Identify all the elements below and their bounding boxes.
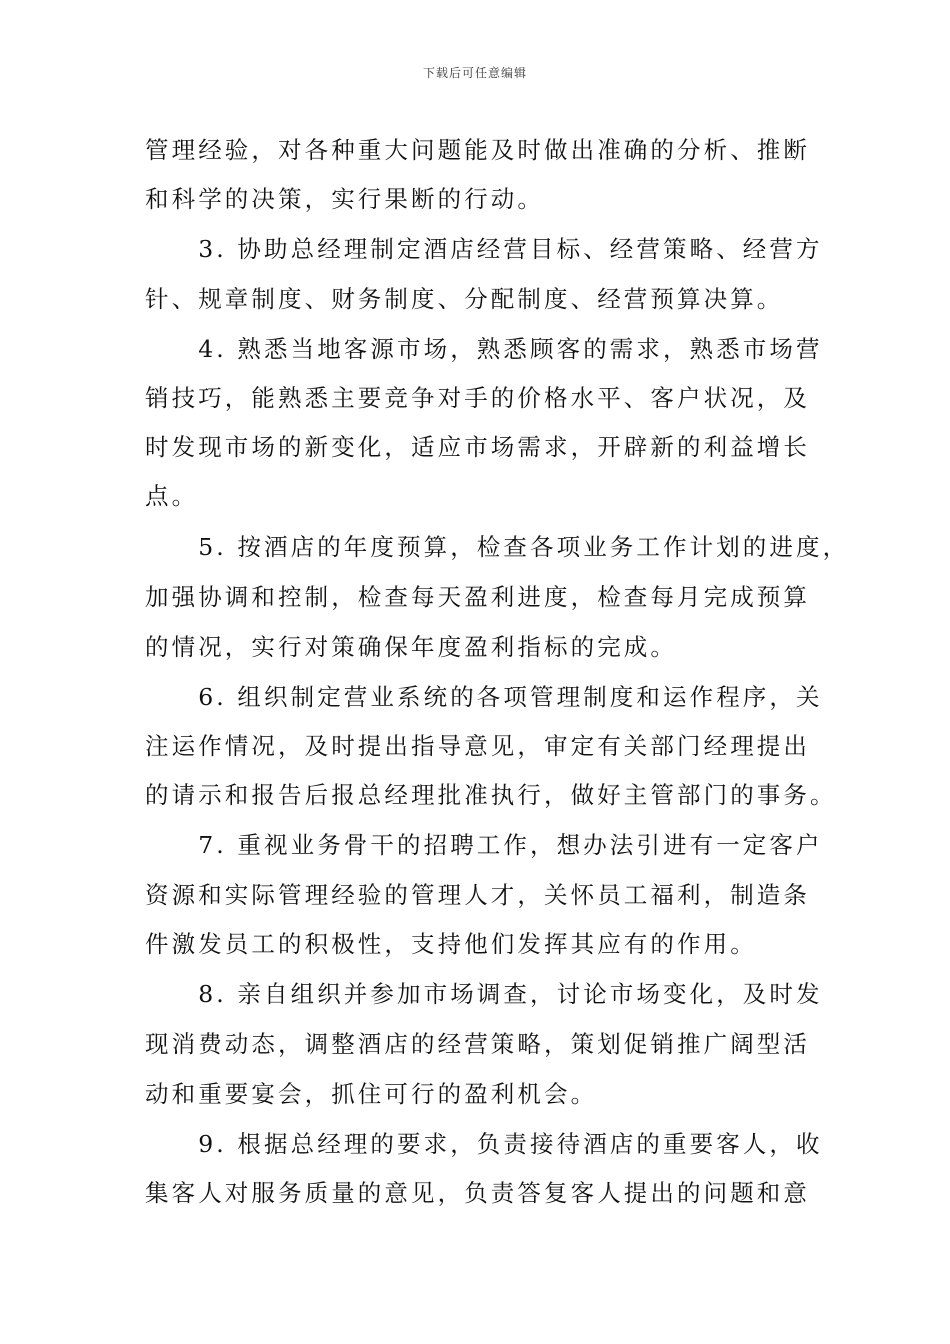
text-line: 点。: [145, 482, 199, 510]
text-line: 3. 协助总经理制定酒店经营目标、经营策略、经营方: [145, 235, 823, 263]
text-line: 加强协调和控制，检查每天盈利进度，检查每月完成预算: [145, 583, 810, 611]
page-header: 下载后可任意编辑: [422, 66, 527, 80]
text-line: 管理经验，对各种重大问题能及时做出准确的分析、推断: [145, 136, 810, 164]
text-line: 销技巧，能熟悉主要竞争对手的价格水平、客户状况，及: [145, 384, 810, 412]
text-line: 的情况，实行对策确保年度盈利指标的完成。: [145, 633, 677, 661]
text-line: 和科学的决策，实行果断的行动。: [145, 185, 544, 213]
text-line: 件激发员工的积极性，支持他们发挥其应有的作用。: [145, 930, 757, 958]
text-line: 4. 熟悉当地客源市场，熟悉顾客的需求，熟悉市场营: [145, 335, 823, 363]
text-line: 9. 根据总经理的要求，负责接待酒店的重要客人，收: [145, 1130, 823, 1158]
text-line: 8. 亲自组织并参加市场调查，讨论市场变化，及时发: [145, 980, 823, 1008]
text-line: 针、规章制度、财务制度、分配制度、经营预算决算。: [145, 285, 784, 313]
text-line: 资源和实际管理经验的管理人才，关怀员工福利，制造条: [145, 881, 810, 909]
text-line: 集客人对服务质量的意见，负责答复客人提出的问题和意: [145, 1179, 810, 1207]
text-line: 动和重要宴会，抓住可行的盈利机会。: [145, 1080, 598, 1108]
text-line: 7. 重视业务骨干的招聘工作，想办法引进有一定客户: [145, 831, 823, 859]
text-line: 6. 组织制定营业系统的各项管理制度和运作程序，关: [145, 683, 823, 711]
text-line: 时发现市场的新变化，适应市场需求，开辟新的利益增长: [145, 433, 810, 461]
text-line: 5. 按酒店的年度预算，检查各项业务工作计划的进度，: [145, 533, 850, 561]
text-line: 注运作情况，及时提出指导意见，审定有关部门经理提出: [145, 732, 810, 760]
text-line: 的请示和报告后报总经理批准执行，做好主管部门的事务。: [145, 781, 837, 809]
text-line: 现消费动态，调整酒店的经营策略，策划促销推广阔型活: [145, 1030, 810, 1058]
